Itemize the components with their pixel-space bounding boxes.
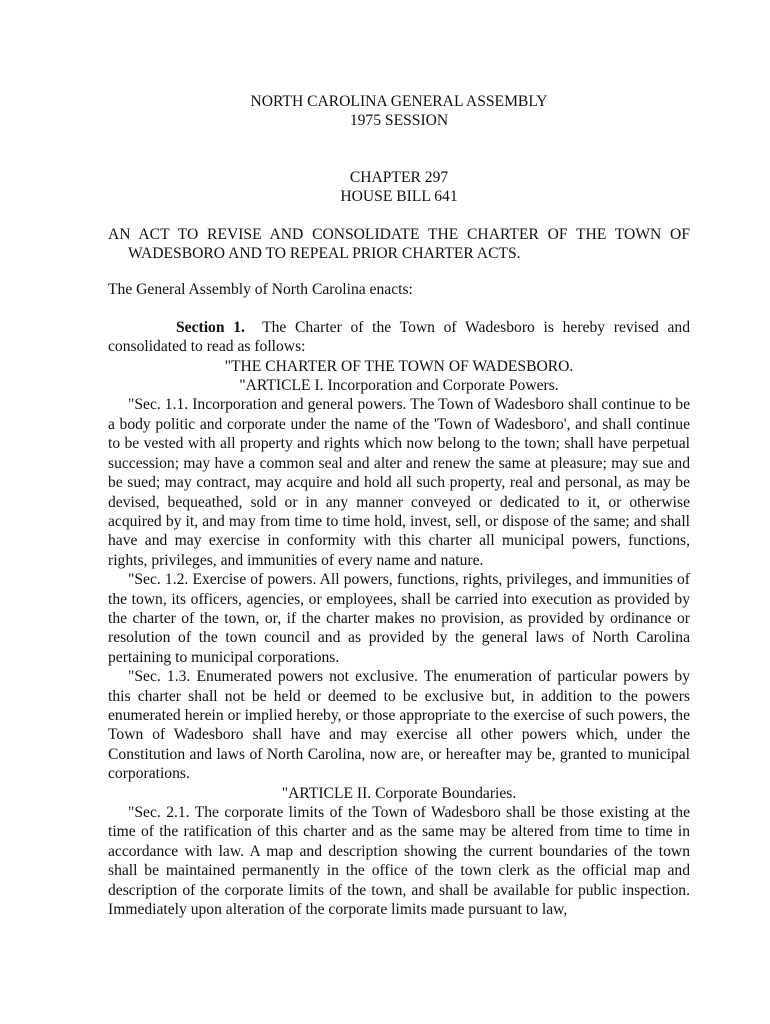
assembly-name: NORTH CAROLINA GENERAL ASSEMBLY (250, 93, 548, 110)
sec-1-3-paragraph: "Sec. 1.3. Enumerated powers not exclusive. The enumeration of particular powers by this charter shall not be held or deemed to be exclusive but, in addition to the powers enumerated herein or implied hereby, or those appropriate to the exercise of such powers, the Town of Wadesboro shall have and may exercise all other powers which, under the Constitution and laws of North Carolina, now are, or hereafter may be, granted to municipal corporations. (108, 668, 690, 783)
chapter-number: CHAPTER 297 (349, 168, 449, 186)
session-year: 1975 SESSION (349, 112, 449, 130)
house-bill-number: HOUSE BILL 641 (340, 188, 458, 206)
sec-1-2-paragraph: "Sec. 1.2. Exercise of powers. All powers, functions, rights, privileges, and immunities of the town, its officers, agencies, or employees, shall be carried into execution as provided by the charter of the town, or, if the charter makes no provision, as provided by ordinance or resolution of the town council and as provided by the general laws of North Carolina pertaining to municipal corporations. (108, 571, 690, 666)
document-header (108, 92, 690, 131)
document-page (108, 92, 690, 919)
article-2-heading: "ARTICLE II. Corporate Boundaries. (281, 784, 517, 802)
chapter-block (108, 168, 690, 207)
section-1-paragraph (108, 318, 690, 357)
sec-2-1-paragraph: "Sec. 2.1. The corporate limits of the Town of Wadesboro shall be those existing at the time of the ratification of this charter and as the same may be altered from time to time in accordance with law. A map and description showing the current boundaries of the town shall be maintained permanently in the office of the town clerk as the official map and description of the corporate limits of the town, and shall be available for public inspection. Immediately upon alteration of the corporate limits made pursuant to law, (108, 804, 690, 919)
act-title: AN ACT TO REVISE AND CONSOLIDATE THE CHARTER OF THE TOWN OF WADESBORO AND TO REPEAL PRIOR CHARTER ACTS. (108, 225, 690, 263)
section-1-text: The Charter of the Town of Wadesboro is hereby revised and consolidated to read as follows: (108, 318, 691, 356)
sec-1-1-paragraph: "Sec. 1.1. Incorporation and general powers. The Town of Wadesboro shall continue to be a body politic and corporate under the name of the 'Town of Wadesboro', and shall continue to be vested with all property and rights which now belong to the town; shall have perpetual succession; may have a common seal and alter and renew the same at pleasure; may sue and be sued; may contract, may acquire and hold all such property, real and personal, as may be devised, bequeathed, sold or in any manner conveyed or dedicated to it, or otherwise acquired by it, and may from time to time hold, invest, sell, or dispose of the same; and shall have and may exercise in conformity with this charter all municipal powers, functions, rights, privileges, and immunities of every name and nature. (108, 396, 690, 569)
section-1-label: Section 1. (176, 318, 245, 336)
article-1-heading: "ARTICLE I. Incorporation and Corporate Powers. (239, 377, 559, 395)
spacer (108, 150, 690, 168)
enacting-clause: The General Assembly of North Carolina enacts: (108, 281, 413, 299)
spacer (108, 207, 690, 225)
spacer (108, 131, 690, 150)
charter-title: "THE CHARTER OF THE TOWN OF WADESBORO. (224, 357, 574, 375)
